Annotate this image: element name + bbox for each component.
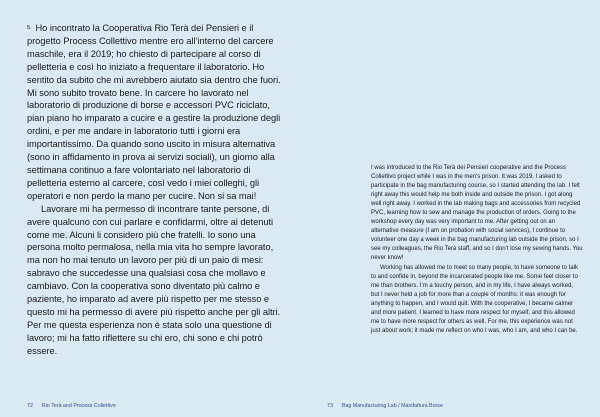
page-number-left: 72 xyxy=(27,403,33,409)
english-translation xyxy=(371,164,583,336)
english-paragraph-1: I was introduced to the Rio Terà dei Pensieri cooperative and the Process Collettivo project while I was in the men’s prison. It was 2019. I asked to participate in the bag manufacturing course, so I started attending the lab. I felt right away this would help me both inside and outside the prison. I got along well right away. I worked in the lab making bags and accessories from recycled PVC, learning how to sew and manage the production of orders. Going to the workshop every day was very important to me. After getting out on an alternative measure (I am on probation with social services), I continue to volunteer one day a week in the bag manufacturing lab outside the prison, so I see my colleagues, the Rio Terà staff, and so I don’t lose my sewing hands. You never know! xyxy=(371,165,583,262)
italian-testimony xyxy=(27,22,285,358)
italian-paragraph-1-text: Ho incontrato la Cooperativa Rio Terà dei Pensieri e il progetto Process Collettivo mentre ero all’interno del carcere maschile, era il 2019; ho chiesto di partecipare al corso di pelletteria e così ho iniziato a frequentare il laboratorio. Ho sentito da subito che mi avrebbero aiutato sia dentro che fuori. Mi sono subito trovato bene. In carcere ho lavorato nel laboratorio di produzione di borse e accessori PVC riciclato, pian piano ho imparato a cucire e a gestire la produzione degli ordini, e per me andare in laboratorio tutti i giorni era importantissimo. Da quando sono uscito in misura alternativa (sono in affidamento in prova ai servizi sociali), un giorno alla settimana continuo a fare volontariato nel laboratorio di pelletteria esterno al carcere, così vedo i miei colleghi, gli operatori e non perdo la mano per cucire. Non si sa mai! xyxy=(27,23,281,201)
left-footer xyxy=(27,403,116,409)
italian-paragraph-1 xyxy=(27,22,285,203)
footnote-marker: 5. xyxy=(27,25,32,31)
running-head-left: Rio Terà and Process Collettivo xyxy=(41,403,116,409)
page-number-right: 73 xyxy=(327,403,333,409)
english-paragraph-2: Working has allowed me to meet so many people, to have someone to talk to and confide in, beyond the incarcerated people like me. Some feel closer to me than brothers. I’m a touchy person, and in my life, I have always worked, but I never held a job for more than a couple of months: it was enough for anything to happen, and I would quit. With the cooperative, I became calmer and more patient. I learned to have more respect for myself, and this allowed me to have more respect for others as well. For me, this experience was not just about work; it made me reflect on who I was, who I am, and who I can be. xyxy=(371,264,578,334)
running-head-right: Bag Manufacturing Lab / Manifattura Borse xyxy=(341,403,443,409)
right-footer xyxy=(327,403,443,409)
italian-paragraph-2: Lavorare mi ha permesso di incontrare tante persone, di avere qualcuno con cui parlare e confidarmi, oltre ai detenuti come me. Alcuni li considero più che fratelli. Io sono una persona molto permalosa, nella mia vita ho sempre lavorato, ma non ho mai tenuto un lavoro per più di un paio di mesi: sabravo che succedesse una qualsiasi cosa che mollavo e cambiavo. Con la cooperativa sono diventato più calmo e paziente, ho imparato ad avere più rispetto per me stesso e questo mi ha permesso di avere più rispetto anche per gli altri. Per me questa esperienza non è stata solo una questione di lavoro; mi ha fatto riflettere su chi ero, chi sono e chi potrò essere. xyxy=(27,203,281,356)
